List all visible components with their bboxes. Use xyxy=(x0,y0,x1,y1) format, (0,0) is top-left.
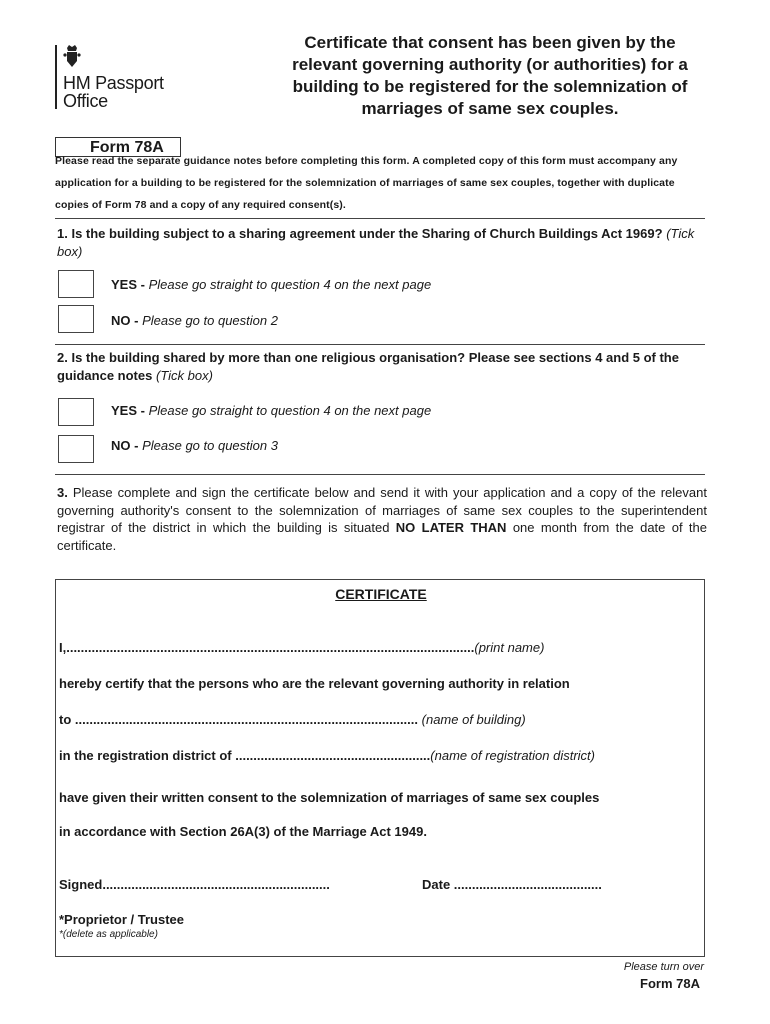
org-name xyxy=(63,74,164,110)
q1-no-hint: Please go to question 2 xyxy=(142,313,278,328)
question-3-tail: one month from the date of the certificate. xyxy=(57,520,707,553)
signed-field[interactable]: Signed............................................................... xyxy=(59,877,330,892)
q1-yes-label: YES - xyxy=(111,277,145,292)
question-1 xyxy=(57,225,707,261)
logo-divider xyxy=(55,45,57,109)
role-note: *(delete as applicable) xyxy=(59,929,158,940)
district-hint: (name of registration district) xyxy=(430,748,596,763)
certificate-box xyxy=(55,579,705,957)
question-3 xyxy=(57,484,707,554)
question-3-emphasis: NO LATER THAN xyxy=(395,520,507,535)
question-2 xyxy=(57,349,707,385)
building-name-field[interactable]: to ............................................................................................... xyxy=(59,712,419,727)
q2-no-option xyxy=(111,438,278,454)
q2-yes-checkbox[interactable] xyxy=(58,398,94,426)
district-line xyxy=(59,748,699,763)
form-number-box: Form 78A xyxy=(55,137,181,157)
certificate-title: CERTIFICATE xyxy=(335,586,427,602)
print-name-field[interactable]: I,................................................................................................................. xyxy=(59,640,475,655)
q2-no-hint: Please go to question 3 xyxy=(142,438,278,453)
question-3-text: Please complete and sign the certificate below and send it with your application and a copy of the relevant governing authority's consent to the solemnization of marriages of same sex couples to the superintendent registrar of the district in which the building is situated xyxy=(57,485,707,535)
q1-no-option xyxy=(111,313,278,329)
form-title: Certificate that consent has been given by the relevant governing authority (or authorities) for a building to be registered for the solemnization of marriages of same sex couples. xyxy=(292,33,688,118)
q1-yes-checkbox[interactable] xyxy=(58,270,94,298)
q1-yes-option xyxy=(111,277,431,293)
building-line xyxy=(59,712,699,727)
q2-yes-option xyxy=(111,403,431,419)
date-field[interactable]: Date ......................................... xyxy=(422,877,602,892)
turn-over-note: Please turn over xyxy=(623,961,704,973)
print-name-hint: (print name) xyxy=(474,640,545,655)
divider xyxy=(55,218,705,219)
q2-yes-label: YES - xyxy=(111,403,145,418)
org-line1: HM Passport xyxy=(63,73,164,93)
question-1-text: 1. Is the building subject to a sharing agreement under the Sharing of Church Buildings Act 1969? xyxy=(57,226,663,241)
q1-no-checkbox[interactable] xyxy=(58,305,94,333)
divider xyxy=(55,344,705,345)
question-2-text: 2. Is the building shared by more than one religious organisation? Please see sections 4 and 5 of the guidance notes xyxy=(57,350,679,383)
royal-crest-icon xyxy=(63,45,81,69)
question-2-hint: (Tick box) xyxy=(155,368,213,383)
question-3-number: 3. xyxy=(57,485,68,500)
district-field[interactable]: in the registration district of ...................................................... xyxy=(59,748,431,763)
footer-form-number: Form 78A xyxy=(640,976,700,991)
print-name-line xyxy=(59,640,699,655)
intro-text: Please read the separate guidance notes before completing this form. A completed copy of this form must accompany any application for a building to be registered for the solemnization of marriages of same sex couples, together with duplicate copies of Form 78 and a copy of any required consent(s). xyxy=(55,155,678,211)
divider xyxy=(55,474,705,475)
consent-line: have given their written consent to the solemnization of marriages of same sex couples xyxy=(59,790,600,805)
q1-no-label: NO - xyxy=(111,313,139,328)
question-1-hint: (Tick box) xyxy=(57,226,695,259)
q2-yes-hint: Please go straight to question 4 on the next page xyxy=(148,403,432,418)
role-line: *Proprietor / Trustee xyxy=(59,912,184,927)
q1-yes-hint: Please go straight to question 4 on the next page xyxy=(148,277,432,292)
section-line: in accordance with Section 26A(3) of the Marriage Act 1949. xyxy=(59,824,427,839)
q2-no-label: NO - xyxy=(111,438,139,453)
certify-line: hereby certify that the persons who are the relevant governing authority in relation xyxy=(59,676,570,691)
building-name-hint: (name of building) xyxy=(421,712,526,727)
q2-no-checkbox[interactable] xyxy=(58,435,94,463)
org-line2: Office xyxy=(63,91,108,111)
